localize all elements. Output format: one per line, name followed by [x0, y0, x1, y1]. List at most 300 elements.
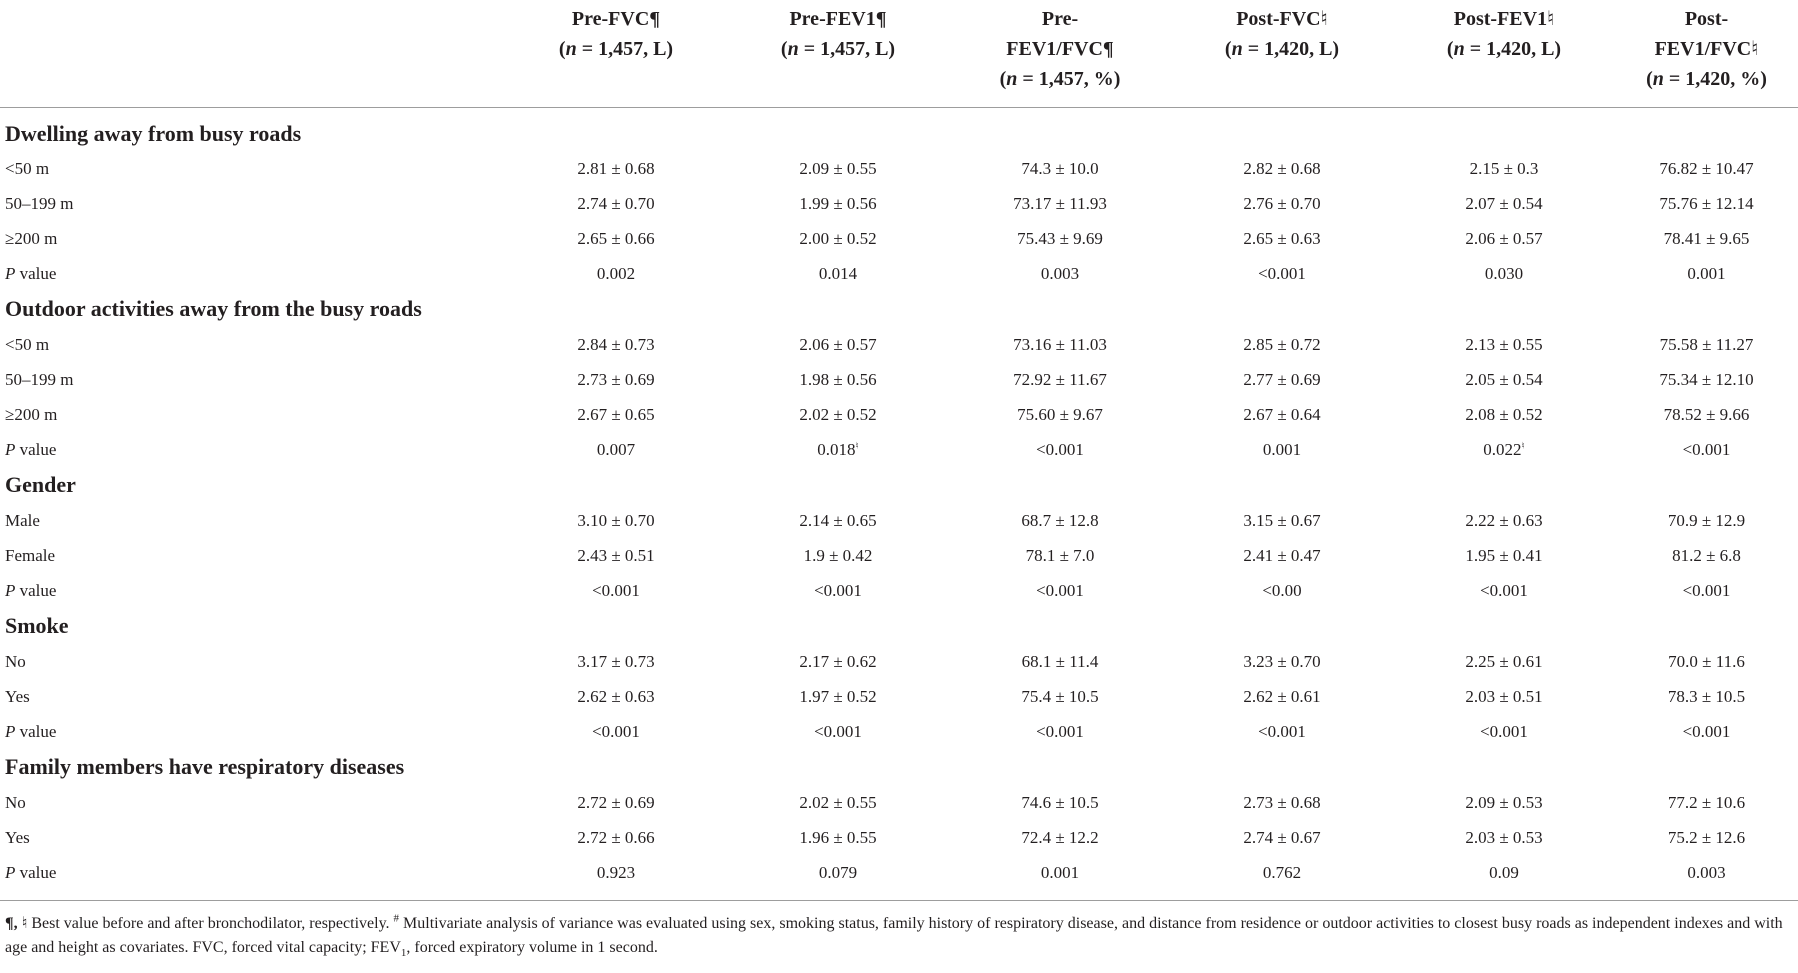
cell-value [949, 679, 1171, 714]
footnote-text-2: Multivariate analysis of variance was evaluated using sex, smoking status, family history of respiratory disease, and distance from residence or outdoor activities to closest busy roads as independent indexes and with age and height as covariates. FVC, forced vital capacity; FEV [5, 915, 1783, 956]
cell-value [727, 573, 949, 608]
cell-value [1171, 327, 1393, 362]
cell-value [1393, 503, 1615, 538]
cell-text: 2.25 ± 0.61 [1465, 651, 1543, 671]
group-title: Gender [5, 472, 76, 497]
cell-text: 0.018 [817, 439, 856, 459]
cell-value [1171, 256, 1393, 291]
cell-text: 0.007 [596, 439, 636, 459]
cell-text: 1.99 ± 0.56 [799, 193, 877, 213]
cell-value [949, 397, 1171, 432]
cell-value [727, 714, 949, 749]
group-header-row [0, 608, 1798, 644]
header-n-symbol: n [565, 38, 577, 60]
header-n-value: = 1,457, %) [1017, 68, 1121, 90]
cell-text: 0.002 [596, 263, 636, 283]
cell-value [949, 644, 1171, 679]
table-row [0, 538, 1798, 573]
cell-value [949, 362, 1171, 397]
cell-value [949, 151, 1171, 186]
cell-text: 77.2 ± 10.6 [1667, 792, 1746, 812]
header-n-line: (n = 1,457, L) [558, 38, 674, 60]
cell-value [949, 186, 1171, 221]
group-title: Smoke [5, 613, 69, 638]
cell-value [1393, 644, 1615, 679]
cell-text: 75.60 ± 9.67 [1017, 404, 1103, 424]
cell-text: 0.001 [1040, 862, 1080, 882]
p-value-row [0, 573, 1798, 608]
cell-value [1393, 397, 1615, 432]
cell-text: 0.923 [596, 862, 636, 882]
cell-value [1171, 644, 1393, 679]
cell-text: 72.92 ± 11.67 [1013, 369, 1107, 389]
cell-text: 78.52 ± 9.66 [1663, 404, 1750, 424]
header-n-symbol: n [1652, 68, 1664, 90]
cell-text: 73.16 ± 11.03 [1013, 334, 1107, 354]
cell-value [1171, 820, 1393, 855]
cell-value [1171, 573, 1393, 608]
header-n-line: (n = 1,420, L) [1224, 38, 1340, 60]
cell-text: 0.09 [1489, 862, 1519, 882]
row-label [0, 432, 505, 467]
cell-text: 2.62 ± 0.63 [577, 686, 655, 706]
cell-value [949, 573, 1171, 608]
p-symbol: P [5, 263, 16, 283]
cell-text: 0.001 [1262, 439, 1302, 459]
table-row [0, 186, 1798, 221]
cell-text: 2.67 ± 0.64 [1243, 404, 1321, 424]
cell-value [505, 221, 727, 256]
group-title: Dwelling away from busy roads [5, 120, 302, 146]
cell-value [1393, 785, 1615, 820]
cell-value [1171, 432, 1393, 467]
cell-text: 2.73 ± 0.68 [1243, 792, 1321, 812]
header-n-value: = 1,420, %) [1663, 68, 1767, 90]
cell-text: 75.4 ± 10.5 [1021, 686, 1099, 706]
cell-value [949, 256, 1171, 291]
table-row [0, 644, 1798, 679]
cell-text: 2.03 ± 0.53 [1465, 827, 1543, 847]
cell-text: 74.3 ± 10.0 [1021, 158, 1099, 178]
cell-text: 78.41 ± 9.65 [1663, 228, 1750, 248]
cell-value [949, 820, 1171, 855]
cell-text: 2.06 ± 0.57 [1465, 228, 1543, 248]
cell-value [1393, 151, 1615, 186]
cell-value [949, 432, 1171, 467]
p-label-rest: value [15, 721, 57, 741]
cell-value [1393, 186, 1615, 221]
header-line: Post- [1684, 8, 1729, 30]
cell-value [1171, 186, 1393, 221]
cell-text: 2.72 ± 0.66 [577, 827, 655, 847]
cell-value [1615, 221, 1798, 256]
cell-text: 2.84 ± 0.73 [577, 334, 655, 354]
cell-text: 2.17 ± 0.62 [799, 651, 877, 671]
header-row [0, 0, 1798, 107]
cell-value [505, 151, 727, 186]
table-row [0, 362, 1798, 397]
cell-value [727, 362, 949, 397]
cell-value [1393, 714, 1615, 749]
table-row [0, 151, 1798, 186]
table-row [0, 679, 1798, 714]
p-symbol: P [5, 862, 16, 882]
cell-text: 70.0 ± 11.6 [1668, 651, 1745, 671]
cell-text: 2.74 ± 0.70 [577, 193, 655, 213]
cell-text: 74.6 ± 10.5 [1021, 792, 1099, 812]
cell-value [727, 503, 949, 538]
cell-value [505, 785, 727, 820]
p-value-row [0, 432, 1798, 467]
cell-text: 3.15 ± 0.67 [1243, 510, 1321, 530]
cell-value [1171, 855, 1393, 901]
cell-text: 2.00 ± 0.52 [799, 228, 877, 248]
cell-text: 3.10 ± 0.70 [577, 510, 655, 530]
row-label: <50 m [5, 158, 50, 178]
cell-value [505, 538, 727, 573]
p-symbol: P [5, 721, 16, 741]
row-label [0, 256, 505, 291]
footnote-symbols: ¶, ♮ [5, 915, 28, 932]
footnote-text-1: Best value before and after bronchodilator, respectively. [27, 915, 394, 932]
p-value-row [0, 714, 1798, 749]
cell-text: 2.67 ± 0.65 [577, 404, 655, 424]
cell-value [727, 679, 949, 714]
cell-value [1615, 503, 1798, 538]
group-header-row [0, 107, 1798, 151]
cell-text: 2.03 ± 0.51 [1465, 686, 1543, 706]
cell-value [727, 820, 949, 855]
header-line: Pre- [1041, 8, 1079, 30]
cell-value [949, 327, 1171, 362]
header-blank [0, 0, 505, 107]
cell-text: 2.62 ± 0.61 [1243, 686, 1321, 706]
cell-text: <0.001 [1682, 439, 1731, 459]
cell-value [727, 397, 949, 432]
cell-value [949, 538, 1171, 573]
header-n-value: = 1,420, L) [1464, 38, 1562, 60]
cell-text: 0.030 [1484, 263, 1524, 283]
cell-value [1171, 538, 1393, 573]
cell-text: 72.4 ± 12.2 [1021, 827, 1099, 847]
cell-text: 0.014 [818, 263, 858, 283]
cell-value [1615, 327, 1798, 362]
cell-value [1615, 538, 1798, 573]
cell-value [1615, 820, 1798, 855]
cell-value [1393, 855, 1615, 901]
row-label: No [5, 651, 26, 671]
cell-text: <0.00 [1262, 580, 1302, 600]
cell-text: <0.001 [1682, 580, 1731, 600]
cell-value [1615, 186, 1798, 221]
header-n-line: (n = 1,457, %) [999, 68, 1121, 90]
cell-value [505, 397, 727, 432]
header-line: FEV1/FVC¶ [1006, 38, 1114, 60]
cell-text: 2.65 ± 0.63 [1243, 228, 1321, 248]
row-label: Yes [5, 686, 30, 706]
cell-text: <0.001 [1480, 580, 1528, 600]
footnote-text-3: , forced expiratory volume in 1 second. [406, 939, 658, 956]
header-n-value: = 1,457, L) [798, 38, 896, 60]
cell-text: <0.001 [814, 580, 862, 600]
cell-value [505, 855, 727, 901]
cell-text: 2.76 ± 0.70 [1243, 193, 1321, 213]
cell-value [1393, 820, 1615, 855]
cell-text: 68.1 ± 11.4 [1021, 651, 1099, 671]
column-header [1615, 0, 1798, 107]
cell-value [1393, 538, 1615, 573]
cell-text: 0.003 [1687, 862, 1726, 882]
cell-value [505, 362, 727, 397]
cell-text: 3.17 ± 0.73 [577, 651, 655, 671]
cell-value [505, 573, 727, 608]
cell-value [1393, 679, 1615, 714]
cell-text: 3.23 ± 0.70 [1243, 651, 1321, 671]
group-header-row [0, 749, 1798, 785]
cell-value [1393, 327, 1615, 362]
cell-value [727, 785, 949, 820]
cell-value [1615, 151, 1798, 186]
table-row [0, 503, 1798, 538]
cell-value [505, 714, 727, 749]
table-row [0, 785, 1798, 820]
cell-text: 75.43 ± 9.69 [1017, 228, 1103, 248]
header-n-line: (n = 1,420, %) [1646, 68, 1767, 90]
footnote-sub: 1 [400, 947, 407, 960]
p-symbol: P [5, 580, 16, 600]
cell-value [1615, 785, 1798, 820]
cell-value [505, 432, 727, 467]
cell-text: 2.08 ± 0.52 [1465, 404, 1543, 424]
cell-text: 76.82 ± 10.47 [1659, 158, 1754, 178]
cell-text: 1.98 ± 0.56 [799, 369, 877, 389]
cell-value [505, 327, 727, 362]
row-label [0, 714, 505, 749]
cell-text: 1.96 ± 0.55 [799, 827, 877, 847]
cell-text: 2.22 ± 0.63 [1465, 510, 1543, 530]
cell-value [727, 538, 949, 573]
header-n-value: = 1,457, L) [576, 38, 674, 60]
group-title: Outdoor activities away from the busy roads [5, 296, 422, 321]
cell-text: <0.001 [592, 580, 640, 600]
column-header [727, 0, 949, 107]
cell-value [1615, 397, 1798, 432]
table-row [0, 397, 1798, 432]
cell-text: 2.02 ± 0.52 [799, 404, 877, 424]
row-label: ≥200 m [5, 228, 58, 248]
cell-text: 0.022 [1483, 439, 1522, 459]
cell-text: <0.001 [1258, 263, 1306, 283]
cell-value [1393, 573, 1615, 608]
cell-value [1615, 644, 1798, 679]
cell-value [505, 256, 727, 291]
cell-text: 2.43 ± 0.51 [577, 545, 655, 565]
cell-value [1171, 221, 1393, 256]
significance-mark: ♮ [855, 439, 859, 450]
cell-value [1615, 256, 1798, 291]
header-n-symbol: n [1453, 38, 1465, 60]
column-header [949, 0, 1171, 107]
row-label: No [5, 792, 26, 812]
cell-value [727, 151, 949, 186]
cell-text: 2.13 ± 0.55 [1465, 334, 1543, 354]
p-label-rest: value [15, 439, 57, 459]
p-symbol: P [5, 439, 16, 459]
row-label: Female [5, 545, 56, 565]
cell-text: 75.76 ± 12.14 [1659, 193, 1754, 213]
cell-value [1393, 432, 1615, 467]
table-body [0, 107, 1798, 900]
row-label: ≥200 m [5, 404, 58, 424]
cell-value [727, 644, 949, 679]
p-label-rest: value [15, 580, 57, 600]
p-value-row [0, 855, 1798, 901]
cell-text: 78.1 ± 7.0 [1025, 545, 1095, 565]
cell-text: 0.079 [818, 862, 858, 882]
cell-text: 2.81 ± 0.68 [577, 158, 655, 178]
group-title: Family members have respiratory diseases [5, 754, 405, 779]
header-line: FEV1/FVC♮ [1654, 38, 1759, 60]
cell-text: 1.97 ± 0.52 [799, 686, 877, 706]
cell-text: 2.82 ± 0.68 [1243, 158, 1321, 178]
cell-text: 73.17 ± 11.93 [1013, 193, 1107, 213]
column-header [1393, 0, 1615, 107]
cell-text: 75.58 ± 11.27 [1659, 334, 1754, 354]
row-label: Male [5, 510, 40, 530]
cell-text: 75.34 ± 12.10 [1659, 369, 1754, 389]
cell-text: 75.2 ± 12.6 [1667, 827, 1746, 847]
table-row [0, 820, 1798, 855]
cell-text: 81.2 ± 6.8 [1672, 545, 1741, 565]
cell-text: <0.001 [1480, 721, 1528, 741]
cell-value [1615, 432, 1798, 467]
row-label: 50–199 m [5, 193, 74, 213]
cell-value [505, 503, 727, 538]
cell-text: 0.762 [1262, 862, 1302, 882]
cell-text: 70.9 ± 12.9 [1667, 510, 1746, 530]
table-row [0, 221, 1798, 256]
row-label: <50 m [5, 334, 50, 354]
group-header-row [0, 291, 1798, 327]
cell-value [1171, 679, 1393, 714]
cell-value [1615, 573, 1798, 608]
cell-text: 2.09 ± 0.53 [1465, 792, 1543, 812]
table-footnote [5, 912, 1790, 960]
cell-text: 2.02 ± 0.55 [799, 792, 877, 812]
cell-text: 2.07 ± 0.54 [1465, 193, 1543, 213]
cell-value [1171, 151, 1393, 186]
cell-text: 2.14 ± 0.65 [799, 510, 877, 530]
cell-text: <0.001 [592, 721, 640, 741]
cell-value [727, 256, 949, 291]
cell-value [1171, 714, 1393, 749]
cell-text: <0.001 [1036, 439, 1084, 459]
cell-text: <0.001 [1682, 721, 1731, 741]
cell-text: 2.41 ± 0.47 [1243, 545, 1321, 565]
header-n-line: (n = 1,457, L) [780, 38, 896, 60]
cell-value [1615, 679, 1798, 714]
cell-value [1615, 362, 1798, 397]
cell-text: 2.06 ± 0.57 [799, 334, 877, 354]
row-label: Yes [5, 827, 30, 847]
cell-value [1615, 714, 1798, 749]
cell-text: 2.73 ± 0.69 [577, 369, 655, 389]
footnote-hash: # [393, 912, 400, 925]
cell-value [1393, 362, 1615, 397]
header-n-symbol: n [787, 38, 799, 60]
cell-value [727, 855, 949, 901]
cell-text: 68.7 ± 12.8 [1021, 510, 1099, 530]
cell-text: 1.95 ± 0.41 [1465, 545, 1543, 565]
cell-text: <0.001 [1036, 721, 1084, 741]
cell-value [1393, 256, 1615, 291]
row-label: 50–199 m [5, 369, 74, 389]
cell-text: 2.05 ± 0.54 [1465, 369, 1543, 389]
header-n-symbol: n [1231, 38, 1243, 60]
cell-text: 2.15 ± 0.3 [1469, 158, 1539, 178]
cell-text: 78.3 ± 10.5 [1667, 686, 1746, 706]
row-label [0, 573, 505, 608]
cell-value [949, 221, 1171, 256]
header-line: Pre-FEV1¶ [789, 8, 887, 30]
cell-text: 2.77 ± 0.69 [1243, 369, 1321, 389]
cell-text: <0.001 [1258, 721, 1306, 741]
cell-value [1171, 503, 1393, 538]
cell-value [505, 820, 727, 855]
cell-value [1615, 855, 1798, 901]
cell-value [727, 327, 949, 362]
cell-text: 2.72 ± 0.69 [577, 792, 655, 812]
cell-value [505, 186, 727, 221]
cell-value [505, 679, 727, 714]
header-n-line: (n = 1,420, L) [1446, 38, 1562, 60]
cell-value [1171, 362, 1393, 397]
row-label [0, 855, 505, 901]
cell-text: 2.65 ± 0.66 [577, 228, 655, 248]
p-label-rest: value [15, 862, 57, 882]
header-line: Post-FVC♮ [1236, 8, 1328, 30]
cell-value [1171, 785, 1393, 820]
table-row [0, 327, 1798, 362]
cell-text: 2.09 ± 0.55 [799, 158, 877, 178]
cell-value [949, 503, 1171, 538]
cell-value [1393, 221, 1615, 256]
cell-text: 0.001 [1687, 263, 1726, 283]
cell-value [727, 186, 949, 221]
p-value-row [0, 256, 1798, 291]
cell-text: 1.9 ± 0.42 [803, 545, 873, 565]
cell-text: <0.001 [814, 721, 862, 741]
cell-value [505, 644, 727, 679]
cell-text: 0.003 [1040, 263, 1080, 283]
cell-value [949, 785, 1171, 820]
cell-value [949, 855, 1171, 901]
header-n-value: = 1,420, L) [1242, 38, 1340, 60]
header-line: Post-FEV1♮ [1453, 8, 1555, 30]
significance-mark: ♮ [1521, 439, 1525, 450]
cell-value [1171, 397, 1393, 432]
column-header [1171, 0, 1393, 107]
cell-value [727, 432, 949, 467]
p-label-rest: value [15, 263, 57, 283]
cell-text: <0.001 [1036, 580, 1084, 600]
cell-text: 2.85 ± 0.72 [1243, 334, 1321, 354]
group-header-row [0, 467, 1798, 503]
cell-text: 2.74 ± 0.67 [1243, 827, 1321, 847]
column-header [505, 0, 727, 107]
header-n-symbol: n [1006, 68, 1018, 90]
cell-value [727, 221, 949, 256]
